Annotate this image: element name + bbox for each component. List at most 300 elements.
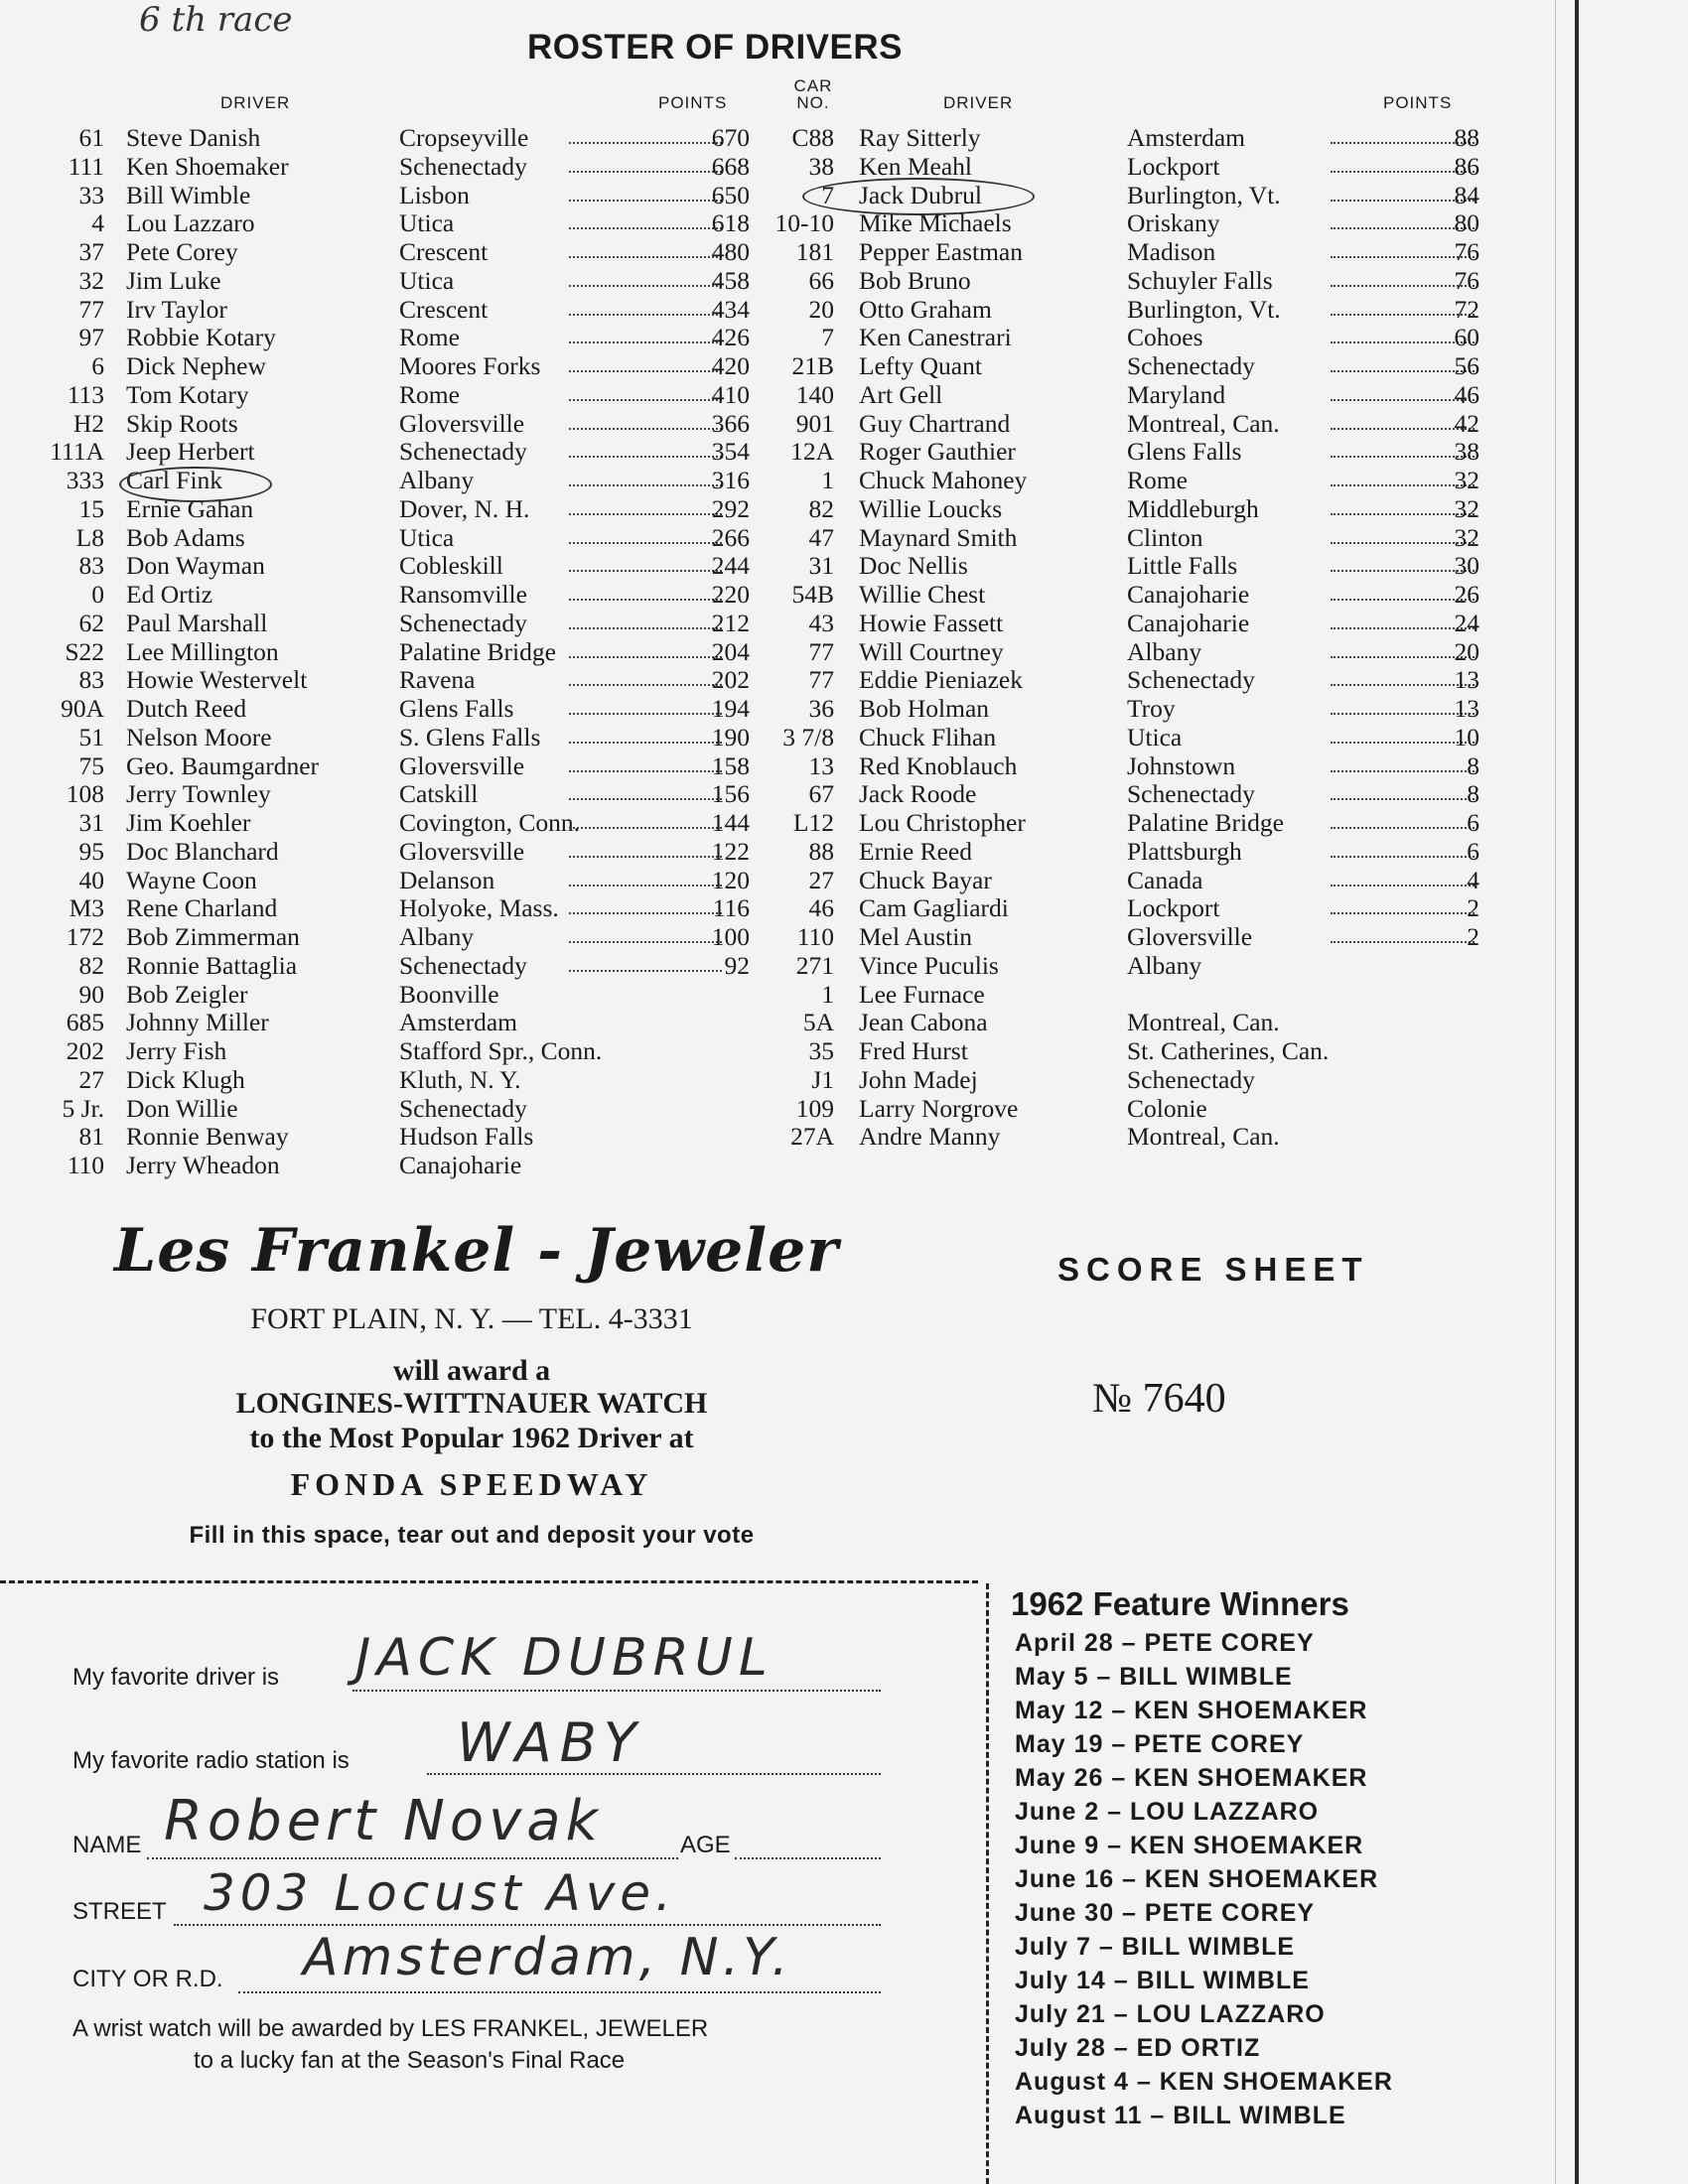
driver-name: Guy Chartrand	[859, 408, 1011, 438]
hometown: Ravena	[399, 665, 476, 695]
car-number: 140	[795, 379, 834, 409]
hometown: Burlington, Vt.	[1127, 180, 1281, 209]
hometown: Gloversville	[399, 751, 525, 780]
feature-winners-title: 1962 Feature Winners	[1011, 1585, 1349, 1622]
driver-name: Ronnie Benway	[126, 1122, 289, 1152]
tear-line	[0, 1580, 978, 1583]
driver-name: Lou Lazzaro	[126, 208, 255, 238]
page-fold-line	[1555, 0, 1556, 2184]
hometown: S. Glens Falls	[399, 722, 541, 751]
hometown: Utica	[399, 522, 455, 552]
hometown: Schenectady	[399, 151, 527, 181]
points: 420	[711, 351, 750, 380]
award-line-3: to the Most Popular 1962 Driver at	[249, 1422, 694, 1454]
roster-row	[774, 352, 1479, 381]
hometown: Crescent	[399, 237, 489, 266]
hometown: Schenectady	[1127, 351, 1255, 380]
driver-name: Skip Roots	[126, 408, 238, 438]
points: 458	[711, 265, 750, 295]
car-number: 333	[66, 466, 104, 494]
roster-row	[774, 610, 1479, 638]
roster-row	[45, 867, 760, 895]
hometown: Delanson	[399, 865, 495, 894]
car-number: J1	[811, 1064, 834, 1094]
roster-row	[774, 238, 1479, 267]
driver-name: Bob Zimmerman	[126, 922, 300, 951]
car-number: 51	[78, 722, 104, 751]
car-number: 4	[91, 208, 104, 238]
driver-name: Tom Kotary	[126, 379, 249, 409]
roster-row	[774, 467, 1479, 495]
age-label: AGE	[680, 1832, 731, 1858]
car-number: 7	[821, 323, 834, 352]
roster-row	[774, 923, 1479, 952]
jeweler-address: FORT PLAIN, N. Y. — TEL. 4-3331	[250, 1302, 693, 1335]
driver-name: Lou Christopher	[859, 808, 1026, 837]
driver-name: Howie Fassett	[859, 608, 1004, 637]
points: 2	[1467, 893, 1479, 923]
points: 88	[1454, 123, 1479, 152]
driver-name: Otto Graham	[859, 294, 992, 324]
age-rule	[735, 1857, 881, 1859]
car-number: 13	[808, 751, 834, 780]
city-label: CITY OR R.D.	[72, 1966, 223, 1992]
car-no-header: CAR NO.	[793, 76, 833, 112]
hometown: Lockport	[1127, 893, 1220, 923]
points: 190	[711, 722, 750, 751]
roster-row	[774, 838, 1479, 867]
car-number: 685	[66, 1008, 104, 1037]
hometown: Madison	[1127, 237, 1216, 266]
roster-row	[45, 610, 760, 638]
roster-row	[45, 724, 760, 752]
hometown: Crescent	[399, 294, 489, 324]
hometown: Stafford Spr., Conn.	[399, 1036, 603, 1065]
roster-row	[774, 1066, 1479, 1095]
driver-name: Bob Holman	[859, 694, 990, 723]
driver-name: John Madej	[859, 1064, 978, 1094]
roster-left-column	[45, 124, 760, 1180]
car-number: 77	[808, 665, 834, 695]
driver-name: Jerry Fish	[126, 1036, 227, 1065]
driver-name: Bob Zeigler	[126, 979, 248, 1009]
roster-row	[774, 724, 1479, 752]
hometown: Montreal, Can.	[1127, 1122, 1280, 1152]
hometown: Ransomville	[399, 580, 527, 609]
left-points-header: POINTS	[658, 93, 728, 112]
points: 8	[1467, 751, 1479, 780]
driver-name: Jim Koehler	[126, 808, 251, 837]
points: 100	[711, 922, 750, 951]
jeweler-name: Les Frankel - Jeweler	[114, 1216, 839, 1286]
driver-name: Jeep Herbert	[126, 437, 255, 467]
hometown: Kluth, N. Y.	[399, 1064, 521, 1094]
driver-name: Jack Dubrul	[859, 180, 982, 209]
street-label: STREET	[72, 1898, 167, 1925]
ticket-number: № 7640	[1092, 1376, 1226, 1422]
driver-name: Mel Austin	[859, 922, 973, 951]
points: 2	[1467, 922, 1479, 951]
points: 56	[1454, 351, 1479, 380]
hometown: Schenectady	[1127, 1064, 1255, 1094]
hometown: Boonville	[399, 979, 499, 1009]
hometown: Catskill	[399, 779, 479, 809]
roster-row	[45, 752, 760, 781]
car-number: 83	[78, 665, 104, 695]
car-number: 15	[78, 493, 104, 523]
roster-row	[45, 1037, 760, 1066]
car-number: 5 Jr.	[62, 1093, 104, 1123]
roster-row	[774, 780, 1479, 809]
points: 24	[1454, 608, 1479, 637]
driver-name: Dick Klugh	[126, 1064, 245, 1094]
points: 84	[1454, 180, 1479, 209]
car-number: 81	[78, 1122, 104, 1152]
points: 292	[711, 493, 750, 523]
hometown: Burlington, Vt.	[1127, 294, 1281, 324]
roster-row	[45, 981, 760, 1010]
favorite-driver-field[interactable]: JACK DUBRUL	[355, 1628, 774, 1688]
roster-row	[774, 981, 1479, 1010]
driver-name: Larry Norgrove	[859, 1093, 1019, 1123]
driver-name: Robbie Kotary	[126, 323, 276, 352]
roster-row	[45, 324, 760, 352]
hometown: Amsterdam	[1127, 123, 1245, 152]
car-number: 111A	[50, 437, 104, 467]
car-number: 77	[808, 636, 834, 666]
roster-row	[45, 923, 760, 952]
car-number: 61	[78, 123, 104, 152]
car-number: 5A	[802, 1008, 834, 1037]
driver-name: Lee Furnace	[859, 979, 985, 1009]
hometown: Colonie	[1127, 1093, 1207, 1123]
roster-row	[45, 780, 760, 809]
roster-row	[45, 124, 760, 153]
roster-row	[45, 1009, 760, 1037]
points: 13	[1454, 694, 1479, 723]
driver-name: Ken Canestrari	[859, 323, 1012, 352]
car-number: 1	[821, 466, 834, 494]
points: 20	[1454, 636, 1479, 666]
street-field[interactable]: 303 Locust Ave.	[204, 1864, 676, 1922]
driver-name: Don Wayman	[126, 551, 265, 581]
roster-row	[45, 552, 760, 581]
points: 76	[1454, 265, 1479, 295]
car-number: M3	[69, 893, 104, 923]
hometown: Cobleskill	[399, 551, 503, 581]
name-label: NAME	[72, 1832, 142, 1858]
driver-name: Lefty Quant	[859, 351, 982, 380]
points: 410	[711, 379, 750, 409]
handwritten-margin-note: 6 th race	[139, 0, 293, 40]
right-driver-header: DRIVER	[943, 93, 1014, 112]
points: 116	[712, 893, 750, 923]
hometown: Amsterdam	[399, 1008, 517, 1037]
roster-title: ROSTER OF DRIVERS	[527, 28, 903, 67]
driver-name: Ed Ortiz	[126, 580, 213, 609]
hometown: Utica	[1127, 722, 1183, 751]
car-number: 66	[808, 265, 834, 295]
points: 244	[711, 551, 750, 581]
car-number: 110	[796, 922, 834, 951]
street-rule	[174, 1924, 881, 1926]
driver-name: Red Knoblauch	[859, 751, 1018, 780]
driver-name: Steve Danish	[126, 123, 261, 152]
car-number: 172	[66, 922, 104, 951]
car-number: 35	[808, 1036, 834, 1065]
feature-winner-entry: May 12 – KEN SHOEMAKER	[1015, 1697, 1368, 1724]
car-number: 37	[78, 237, 104, 266]
points: 32	[1454, 522, 1479, 552]
roster-row	[45, 182, 760, 210]
driver-name: Johnny Miller	[126, 1008, 269, 1037]
driver-name: Dick Nephew	[126, 351, 266, 380]
car-number: 95	[78, 836, 104, 866]
car-number: 27	[808, 865, 834, 894]
tear-line-vertical	[986, 1583, 989, 2184]
radio-station-field[interactable]: WABY	[457, 1711, 644, 1774]
roster-row	[45, 438, 760, 467]
roster-row	[774, 410, 1479, 439]
city-field[interactable]: Amsterdam, N.Y.	[303, 1928, 792, 1987]
car-number: 20	[808, 294, 834, 324]
points: 92	[724, 950, 750, 980]
hometown: Rome	[1127, 466, 1188, 494]
car-number: 27	[78, 1064, 104, 1094]
hometown: Schenectady	[1127, 665, 1255, 695]
car-number: 54B	[791, 580, 834, 609]
points: 670	[711, 123, 750, 152]
driver-name: Chuck Mahoney	[859, 466, 1028, 494]
hometown: Dover, N. H.	[399, 493, 530, 523]
feature-winner-entry: July 7 – BILL WIMBLE	[1015, 1933, 1296, 1961]
driver-name: Dutch Reed	[126, 694, 247, 723]
points: 32	[1454, 466, 1479, 494]
car-number: 110	[67, 1151, 104, 1179]
roster-row	[774, 1095, 1479, 1124]
hometown: Canajoharie	[1127, 608, 1250, 637]
car-number: 67	[808, 779, 834, 809]
points: 72	[1454, 294, 1479, 324]
points: 194	[711, 694, 750, 723]
roster-row	[774, 581, 1479, 610]
hometown: Gloversville	[1127, 922, 1253, 951]
hometown: Lisbon	[399, 180, 470, 209]
favorite-driver-rule	[352, 1690, 881, 1692]
feature-winner-entry: June 16 – KEN SHOEMAKER	[1015, 1865, 1379, 1893]
points: 204	[711, 636, 750, 666]
hometown: Gloversville	[399, 408, 525, 438]
car-number: 108	[66, 779, 104, 809]
hometown: Lockport	[1127, 151, 1220, 181]
award-line-2: LONGINES-WITTNAUER WATCH	[235, 1387, 708, 1420]
points: 30	[1454, 551, 1479, 581]
car-number: 7	[821, 180, 834, 209]
driver-name: Cam Gagliardi	[859, 893, 1009, 923]
points: 650	[711, 180, 750, 209]
hometown: Johnstown	[1127, 751, 1236, 780]
hometown: Canajoharie	[1127, 580, 1250, 609]
name-field[interactable]: Robert Novak	[164, 1789, 603, 1853]
roster-row	[774, 495, 1479, 524]
feature-winner-entry: July 21 – LOU LAZZARO	[1015, 2000, 1326, 2028]
feature-winner-entry: August 4 – KEN SHOEMAKER	[1015, 2068, 1393, 2096]
car-number: 75	[78, 751, 104, 780]
points: 220	[711, 580, 750, 609]
driver-name: Jean Cabona	[859, 1008, 988, 1037]
feature-winner-entry: May 26 – KEN SHOEMAKER	[1015, 1764, 1368, 1792]
hometown: Covington, Conn.	[399, 808, 581, 837]
hometown: Schenectady	[399, 1093, 527, 1123]
roster-row	[45, 894, 760, 923]
car-number: 27A	[790, 1122, 834, 1152]
roster-row	[774, 666, 1479, 695]
points: 6	[1467, 808, 1479, 837]
driver-name: Rene Charland	[126, 893, 278, 923]
driver-name: Doc Blanchard	[126, 836, 279, 866]
car-number: 1	[821, 979, 834, 1009]
points: 426	[711, 323, 750, 352]
roster-row	[45, 581, 760, 610]
driver-name: Carl Fink	[126, 466, 223, 494]
hometown: Rome	[399, 379, 460, 409]
points: 8	[1467, 779, 1479, 809]
car-number: 36	[808, 694, 834, 723]
driver-name: Chuck Bayar	[859, 865, 992, 894]
roster-row	[45, 809, 760, 838]
hometown: Middleburgh	[1127, 493, 1259, 523]
roster-row	[774, 638, 1479, 667]
hometown: Schenectady	[399, 608, 527, 637]
car-number: 43	[808, 608, 834, 637]
hometown: Little Falls	[1127, 551, 1238, 581]
roster-row	[45, 495, 760, 524]
driver-name: Bob Bruno	[859, 265, 971, 295]
driver-name: Ronnie Battaglia	[126, 950, 298, 980]
hometown: Glens Falls	[399, 694, 514, 723]
driver-name: Pepper Eastman	[859, 237, 1023, 266]
driver-name: Jack Roode	[859, 779, 977, 809]
hometown: Plattsburgh	[1127, 836, 1242, 866]
right-points-header: POINTS	[1383, 93, 1453, 112]
car-number: 181	[795, 237, 834, 266]
car-number: 88	[808, 836, 834, 866]
city-rule	[238, 1991, 881, 1993]
points: 86	[1454, 151, 1479, 181]
car-number: 271	[795, 950, 834, 980]
feature-winner-entry: June 9 – KEN SHOEMAKER	[1015, 1832, 1364, 1859]
car-number: 82	[808, 493, 834, 523]
hometown: Schenectady	[399, 950, 527, 980]
roster-row	[45, 381, 760, 410]
car-number: 83	[78, 551, 104, 581]
car-number: 0	[91, 580, 104, 609]
roster-row	[45, 1095, 760, 1124]
car-number: 31	[78, 808, 104, 837]
points: 60	[1454, 323, 1479, 352]
hometown: Albany	[399, 922, 475, 951]
driver-name: Art Gell	[859, 379, 943, 409]
points: 668	[711, 151, 750, 181]
score-sheet-label: SCORE SHEET	[1057, 1251, 1369, 1288]
driver-name: Irv Taylor	[126, 294, 227, 324]
points: 13	[1454, 665, 1479, 695]
hometown: St. Catherines, Can.	[1127, 1036, 1330, 1065]
driver-name: Willie Chest	[859, 580, 986, 609]
car-number: 82	[78, 950, 104, 980]
left-driver-header: DRIVER	[220, 93, 291, 112]
car-number: 97	[78, 323, 104, 352]
car-number: 901	[795, 408, 834, 438]
hometown: Palatine Bridge	[399, 636, 556, 666]
driver-name: Ray Sitterly	[859, 123, 981, 152]
points: 158	[711, 751, 750, 780]
car-number: H2	[72, 408, 104, 438]
roster-row	[774, 438, 1479, 467]
car-number: 77	[78, 294, 104, 324]
watch-award-note-2: to a lucky fan at the Season's Final Race	[194, 2047, 626, 2074]
driver-name: Bob Adams	[126, 522, 245, 552]
hometown: Utica	[399, 208, 455, 238]
driver-name: Andre Manny	[859, 1122, 1001, 1152]
watch-award-note-1: A wrist watch will be awarded by LES FRANKEL, JEWELER	[72, 2015, 709, 2042]
roster-row	[774, 952, 1479, 981]
roster-row	[45, 153, 760, 182]
hometown: Schenectady	[399, 437, 527, 467]
car-number: 62	[78, 608, 104, 637]
points: 122	[711, 836, 750, 866]
points: 42	[1454, 408, 1479, 438]
hometown: Albany	[399, 466, 475, 494]
car-number: 40	[78, 865, 104, 894]
driver-name: Will Courtney	[859, 636, 1004, 666]
driver-name: Howie Westervelt	[126, 665, 308, 695]
points: 144	[711, 808, 750, 837]
pen-circle-carl-fink	[119, 467, 272, 502]
points: 38	[1454, 437, 1479, 467]
car-number: L12	[792, 808, 834, 837]
hometown: Schenectady	[1127, 779, 1255, 809]
roster-row	[774, 1123, 1479, 1152]
driver-name: Jerry Wheadon	[126, 1151, 280, 1179]
car-number: 12A	[790, 437, 834, 467]
car-number: 3 7/8	[782, 722, 834, 751]
points: 120	[711, 865, 750, 894]
points: 480	[711, 237, 750, 266]
hometown: Glens Falls	[1127, 437, 1242, 467]
feature-winner-entry: August 11 – BILL WIMBLE	[1015, 2102, 1346, 2129]
roster-row	[45, 238, 760, 267]
roster-row	[45, 410, 760, 439]
points: 202	[711, 665, 750, 695]
roster-row	[774, 867, 1479, 895]
hometown: Albany	[1127, 636, 1202, 666]
roster-row	[774, 324, 1479, 352]
driver-name: Mike Michaels	[859, 208, 1012, 238]
driver-name: Wayne Coon	[126, 865, 257, 894]
car-number: 32	[78, 265, 104, 295]
points: 156	[711, 779, 750, 809]
points: 366	[711, 408, 750, 438]
roster-row	[45, 1123, 760, 1152]
hometown: Hudson Falls	[399, 1122, 534, 1152]
car-number: 90	[78, 979, 104, 1009]
fonda-speedway: FONDA SPEEDWAY	[290, 1466, 653, 1502]
driver-name: Jerry Townley	[126, 779, 271, 809]
car-number: 111	[68, 151, 104, 181]
feature-winner-entry: April 28 – PETE COREY	[1015, 1629, 1315, 1657]
roster-row	[774, 381, 1479, 410]
